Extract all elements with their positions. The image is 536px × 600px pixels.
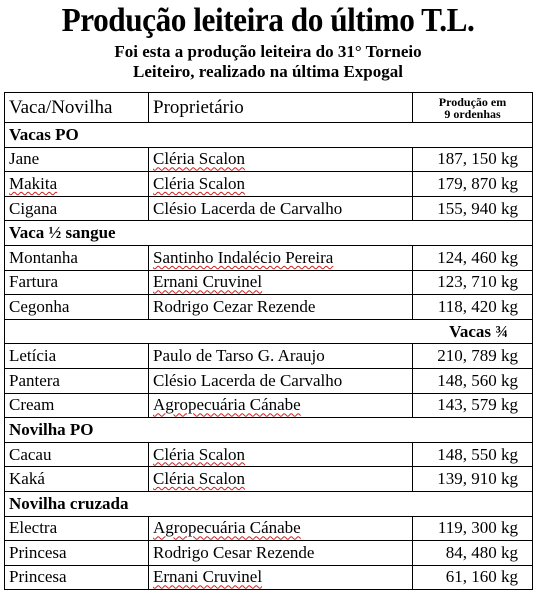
- header-owner: Proprietário: [149, 93, 413, 123]
- subtitle-line-1: Foi esta a produção leiteira do 31° Torneio: [114, 42, 422, 61]
- header-row: [5, 93, 533, 123]
- production-value: 118, 420 kg: [413, 295, 533, 320]
- page-title: Produção leiteira do último T.L.: [61, 2, 475, 39]
- production-value: 187, 150 kg: [413, 147, 533, 172]
- section-row: [5, 123, 533, 148]
- section-label: Vacas PO: [5, 123, 533, 148]
- table-row: [5, 172, 533, 197]
- header-production-line-1: Produção em: [438, 94, 507, 109]
- header-production-line-2: 9 ordenhas: [444, 106, 501, 121]
- owner-name: Ernani Cruvinel: [149, 270, 413, 295]
- owner-name: Cléria Scalon: [149, 147, 413, 172]
- table-row: [5, 344, 533, 369]
- cow-name: Cigana: [5, 196, 149, 221]
- production-value: 84, 480 kg: [413, 541, 533, 566]
- table-row: [5, 467, 533, 492]
- table-row: [5, 516, 533, 541]
- section-row: [5, 491, 533, 516]
- cow-name: Kaká: [5, 467, 149, 492]
- section-row: [5, 418, 533, 443]
- header-production: [413, 93, 533, 123]
- table-row: [5, 147, 533, 172]
- cow-name: Makita: [5, 172, 149, 197]
- table-row: [5, 442, 533, 467]
- owner-name: Clésio Lacerda de Carvalho: [149, 196, 413, 221]
- owner-name: Agropecuária Cánabe: [149, 393, 413, 418]
- cow-name: Cacau: [5, 442, 149, 467]
- production-value: 123, 710 kg: [413, 270, 533, 295]
- section-label: Novilha cruzada: [5, 491, 533, 516]
- section-row: [5, 319, 533, 344]
- production-value: 155, 940 kg: [413, 196, 533, 221]
- cow-name: Princesa: [5, 541, 149, 566]
- owner-name: Cléria Scalon: [149, 467, 413, 492]
- cow-name: Pantera: [5, 368, 149, 393]
- owner-name: Cléria Scalon: [149, 172, 413, 197]
- section-label: Vacas ¾: [5, 319, 533, 344]
- owner-name: Agropecuária Cánabe: [149, 516, 413, 541]
- cow-name: Electra: [5, 516, 149, 541]
- table-row: [5, 541, 533, 566]
- owner-name: Cléria Scalon: [149, 442, 413, 467]
- table-row: [5, 196, 533, 221]
- owner-name: Santinho Indalécio Pereira: [149, 245, 413, 270]
- production-value: 210, 789 kg: [413, 344, 533, 369]
- owner-name: Rodrigo Cesar Rezende: [149, 541, 413, 566]
- production-table: [4, 92, 533, 590]
- cow-name: Cegonha: [5, 295, 149, 320]
- header-cow: Vaca/Novilha: [5, 93, 149, 123]
- cow-name: Fartura: [5, 270, 149, 295]
- table-row: [5, 368, 533, 393]
- table-row: [5, 270, 533, 295]
- cow-name: Montanha: [5, 245, 149, 270]
- table-row: [5, 295, 533, 320]
- production-value: 139, 910 kg: [413, 467, 533, 492]
- owner-name: Paulo de Tarso G. Araujo: [149, 344, 413, 369]
- owner-name: Ernani Cruvinel: [149, 565, 413, 590]
- section-row: [5, 221, 533, 246]
- section-label: Novilha PO: [5, 418, 533, 443]
- section-label: Vaca ½ sangue: [5, 221, 533, 246]
- table-row: [5, 245, 533, 270]
- production-value: 124, 460 kg: [413, 245, 533, 270]
- production-value: 148, 550 kg: [413, 442, 533, 467]
- subtitle: [0, 42, 536, 82]
- production-value: 143, 579 kg: [413, 393, 533, 418]
- production-value: 179, 870 kg: [413, 172, 533, 197]
- cow-name: Letícia: [5, 344, 149, 369]
- table-row: [5, 393, 533, 418]
- subtitle-line-2: Leiteiro, realizado na última Expogal: [133, 62, 403, 81]
- production-value: 119, 300 kg: [413, 516, 533, 541]
- table-row: [5, 565, 533, 590]
- production-value: 61, 160 kg: [413, 565, 533, 590]
- cow-name: Jane: [5, 147, 149, 172]
- cow-name: Cream: [5, 393, 149, 418]
- owner-name: Clésio Lacerda de Carvalho: [149, 368, 413, 393]
- cow-name: Princesa: [5, 565, 149, 590]
- production-value: 148, 560 kg: [413, 368, 533, 393]
- owner-name: Rodrigo Cezar Rezende: [149, 295, 413, 320]
